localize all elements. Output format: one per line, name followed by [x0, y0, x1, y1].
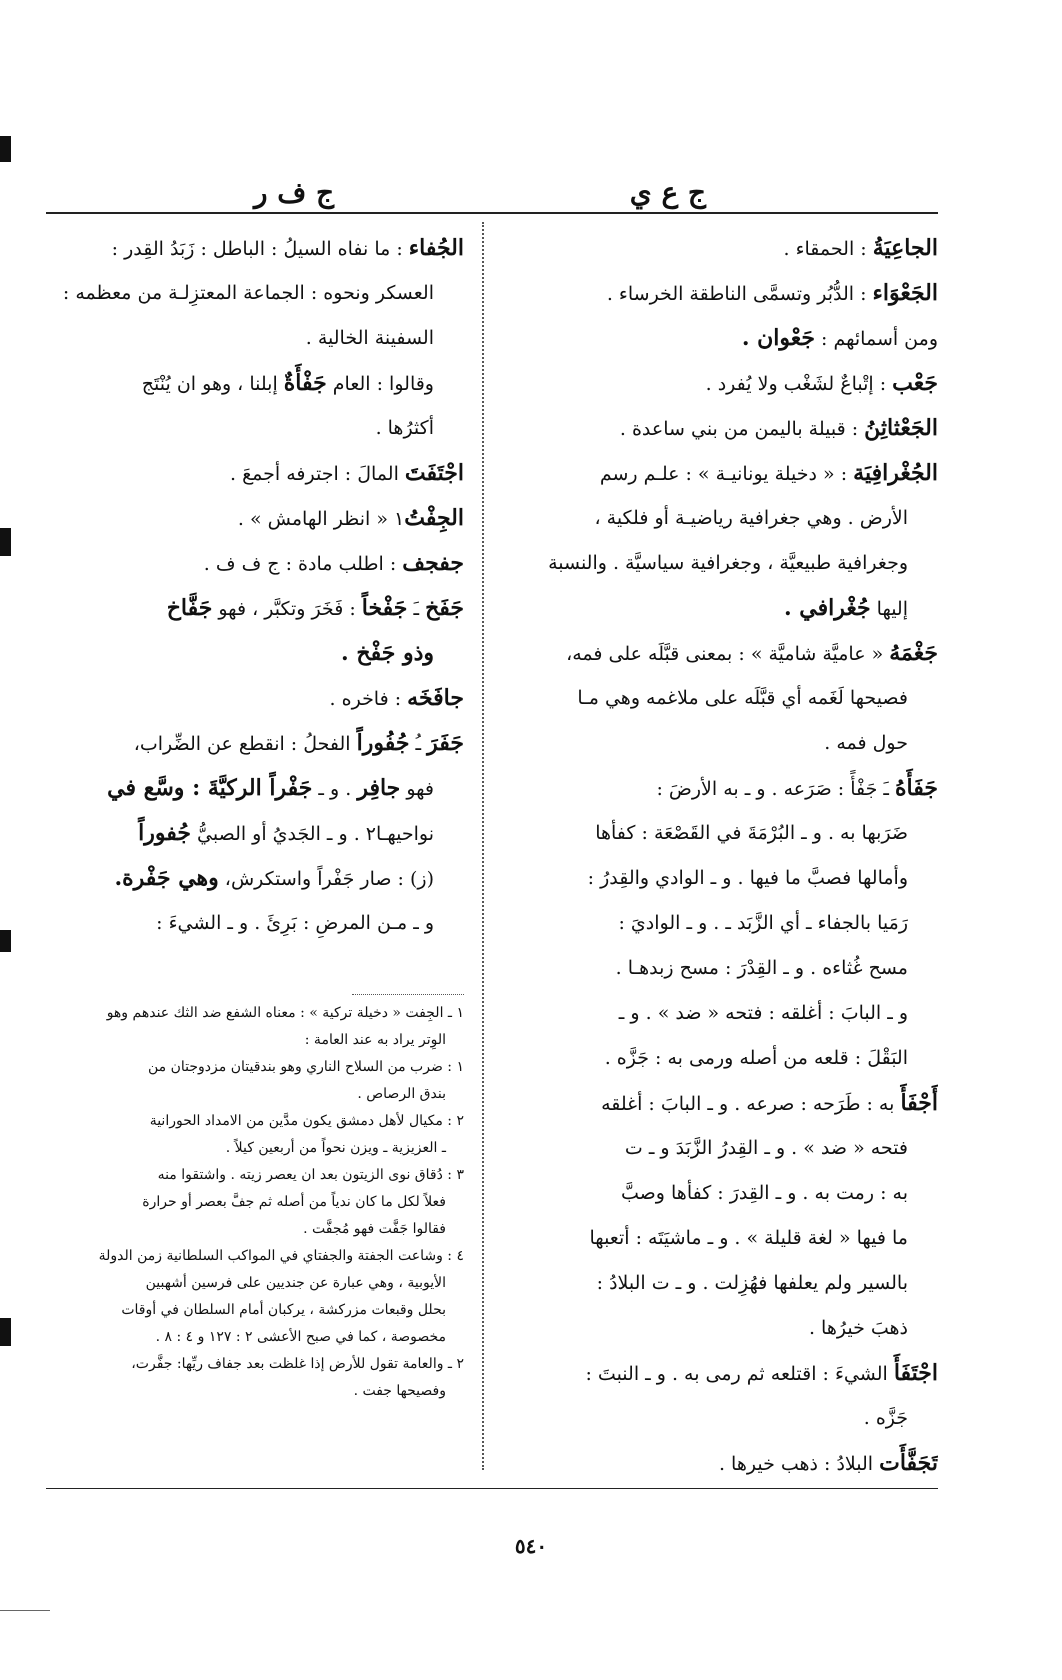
text: الأرض . وهي جغرافية رياضيـة أو فلكية ،	[594, 507, 908, 529]
footnote-line: ١ : ضرب من السلاح الناري وهو بندقيتان مزدوجتان من	[148, 1059, 464, 1075]
text: جَزَّه .	[863, 1407, 908, 1429]
text: البَقْلَ : قلعه من أصله ورمى به : جَزَّه .	[604, 1047, 908, 1069]
headword: جافِر	[357, 775, 401, 801]
text: (ز) : صار جَفْراً واستكرش،	[218, 868, 434, 890]
headword: جَعْوان .	[741, 325, 815, 351]
headword: جَغْمَهُ	[889, 640, 938, 666]
margin-mark	[0, 528, 11, 556]
text: ـَ	[407, 598, 426, 620]
headword: جَفَرَ	[427, 730, 464, 756]
text-line	[506, 1126, 938, 1171]
text-line	[506, 811, 938, 856]
text-line	[46, 811, 464, 856]
text-line	[506, 766, 938, 811]
footnote-separator	[352, 994, 464, 995]
headword: جافَخَه	[407, 685, 464, 711]
text: رَمَيا بالجفاء ـ أي الزَّبَد ـ . و ـ الواديَ :	[618, 912, 908, 934]
text: : « دخيلة يونانيـة » : علـم رسم	[599, 463, 854, 485]
headword: تَجَفَّأَت	[879, 1450, 938, 1476]
headword: الجُفاء	[408, 235, 464, 261]
text-line	[506, 721, 938, 766]
text-line	[506, 1171, 938, 1216]
footnote-line: ٣ : دُقاق نوى الزيتون بعد ان يعصر زيته . واشتقوا منه	[157, 1167, 464, 1183]
footnote-line: فعلاً لكل ما كان ندياً من أصله ثم جفَّ بعصر أو حرارة	[142, 1194, 446, 1210]
text: ومن أسمائهم :	[815, 328, 938, 350]
text-line	[506, 1216, 938, 1261]
text: « عاميَّة شاميَّة » : بمعنى قبَّلَه على فمه،	[566, 643, 890, 665]
text-line	[46, 676, 464, 721]
edge-mark	[0, 1610, 50, 1611]
text: و ـ البابَ : أغلقه : فتحه « ضد » . و ـ	[618, 1002, 908, 1024]
column-divider	[482, 222, 484, 1470]
text: العسكر ونحوه : الجماعة المعتزِلـة من معظمه :	[62, 282, 434, 304]
headword: جَفَخ	[425, 595, 464, 621]
text: الفحلُ : انقطع عن الضِّراب،	[133, 733, 357, 755]
text: و ـ مـن المرضِ : بَرِئَ . و ـ الشيءَ :	[156, 912, 434, 934]
headword: جَفْأَةٌ	[283, 370, 327, 396]
headword: جَفْخاً	[361, 595, 408, 621]
left-column	[46, 226, 464, 946]
headword: وذو جَفْخ .	[341, 640, 434, 666]
text-line	[46, 631, 464, 676]
text: به : طَرَحه : صرعه . و ـ البابَ : أغلقه	[601, 1093, 901, 1115]
text: بالسير ولم يعلفها فهُزِلت . و ـ ت البلادُ :	[596, 1272, 908, 1294]
text-line	[46, 226, 464, 271]
text-line	[506, 991, 938, 1036]
text-line	[46, 541, 464, 586]
text: مسح غُثاءه . و ـ القِدْرَ : مسح زبدهـا .	[615, 957, 908, 979]
margin-mark	[0, 930, 11, 952]
text: : إتْباعٌ لشَغْب ولا يُفرد .	[705, 373, 893, 395]
text-line	[506, 1351, 938, 1396]
text-line	[506, 226, 938, 271]
headword: الجِفْتُ	[404, 505, 464, 531]
footnote-line: الوِتر يراد به عند العامة :	[304, 1032, 446, 1048]
text: وقالوا : العام	[326, 373, 434, 395]
text: ما فيها « لغة قليلة » . و ـ ماشيَتَه : أتعبها	[589, 1227, 908, 1249]
headword: جفجف	[402, 550, 464, 576]
text: ذهبَ خيرُها .	[808, 1317, 908, 1339]
text-line	[46, 586, 464, 631]
text-line	[506, 496, 938, 541]
text-line	[46, 271, 464, 316]
headword: جُفُوراً	[356, 730, 410, 756]
header-rule	[46, 212, 938, 214]
footer-rule	[46, 1488, 938, 1489]
footnote-line: فقالوا جَفَّت فهو مُجفَّت .	[303, 1221, 446, 1237]
text-line	[46, 856, 464, 901]
text-line	[506, 1306, 938, 1351]
headword: الجُغْرافِيَة	[853, 460, 938, 486]
text: به : رمت به . و ـ القِدرَ : كفأها وصبَّ	[621, 1182, 908, 1204]
margin-mark	[0, 136, 11, 162]
right-column	[506, 226, 938, 1486]
text-line	[506, 676, 938, 721]
footnote-line: ٢ : مكيال لأهل دمشق يكون مدَّين من الامداد الحورانية	[149, 1113, 464, 1129]
text-line	[46, 361, 464, 406]
footnotes	[46, 1000, 464, 1405]
headword: جَفْراً الركيَّةَ : وسَّع في	[107, 775, 313, 801]
text-line	[506, 361, 938, 406]
text: وجغرافية طبيعيَّة ، وجغرافية سياسيَّة . والنسبة	[548, 552, 908, 574]
text-line	[46, 496, 464, 541]
text: البلادُ : ذهب خيرها .	[718, 1453, 880, 1475]
text: ـَ جَفْأً : صَرَعه . و ـ به الأرضَ :	[656, 778, 896, 800]
headword: اجْتَفَتَ	[404, 460, 464, 486]
footnote-line: بحلل وقبعات مزركشة ، يركبان أمام السلطان في أوقات	[121, 1302, 446, 1318]
footnote-line: ٤ : وشاعت الجفتة والجفتاي في المواكب السلطانية زمن الدولة	[98, 1248, 464, 1264]
text: : الحمقاء .	[783, 238, 873, 260]
text: : اطلب مادة : ج ف ف .	[203, 553, 403, 575]
page-number: ٥٤٠	[514, 1534, 548, 1558]
text-line	[506, 1261, 938, 1306]
text: فتحه « ضد » . و ـ القِدرُ الزَّبَدَ و ـ ت	[624, 1137, 908, 1159]
headword: وهي جَفْرة.	[114, 865, 219, 891]
text: : قبيلة باليمن من بني ساعدة .	[619, 418, 865, 440]
text: ١ « انظر الهامش » .	[237, 508, 405, 530]
text-line	[506, 586, 938, 631]
headword: جَعْب	[892, 370, 938, 396]
headword: جُغْرافي .	[783, 595, 871, 621]
text-line	[506, 631, 938, 676]
text: نواحيهـا٢ . و ـ الجَديُ أو الصبيُّ	[190, 823, 434, 845]
text-line	[506, 1441, 938, 1486]
text-line	[506, 451, 938, 496]
footnote-line: وفصيحها جفت .	[353, 1383, 446, 1399]
text: : فَخَرَ وتكبَّر ، فهو	[212, 598, 362, 620]
text-line	[506, 856, 938, 901]
headword: الجَعْوَاء	[872, 280, 938, 306]
text-line	[46, 406, 464, 451]
footnote-line: مخصوصة ، كما في صبح الأعشى ٢ : ١٢٧ و ٤ : ٨ .	[155, 1329, 446, 1345]
text: إليها	[870, 598, 908, 620]
text: . و ـ	[312, 778, 358, 800]
text-line	[506, 1081, 938, 1126]
text-line	[46, 316, 464, 361]
headword: جَفَّاخ	[166, 595, 213, 621]
headword: الجاعِيَةُ	[872, 235, 938, 261]
headword: أَجْفَأَ	[900, 1090, 938, 1116]
text-line	[506, 406, 938, 451]
text-line	[46, 721, 464, 766]
footnote-line: الأيوبية ، وهي عبارة عن جنديين على فرسين أشهبين	[145, 1275, 446, 1291]
text-line	[46, 451, 464, 496]
text: ضَرَبها به . و ـ البُرْمَةَ في القَصْعَة : كفأها	[595, 822, 908, 844]
text: فصيحها لَغَمه أي قبَّلَه على ملاغمه وهي مـا	[577, 687, 908, 709]
text: السفينة الخالية .	[305, 327, 434, 349]
headword: جَفَأَهُ	[895, 775, 938, 801]
text-line	[506, 901, 938, 946]
footnote-line: ـ العزيزية ـ ويزن نحواً من أربعين كيلاً .	[225, 1140, 446, 1156]
text-line	[506, 1396, 938, 1441]
margin-mark	[0, 1318, 11, 1346]
text: ـُ	[409, 733, 428, 755]
text-line	[46, 901, 464, 946]
headword: اجْتَفَأَ	[893, 1360, 938, 1386]
text: المالَ : اجترفه أجمعَ .	[229, 463, 405, 485]
text-line	[506, 946, 938, 991]
text-line	[506, 271, 938, 316]
running-header-right: ج ع ي	[629, 176, 706, 209]
text: الشيءَ : اقتلعه ثم رمى به . و ـ النبتَ :	[585, 1363, 894, 1385]
text: : ما نفاه السيلُ : الباطل : زَبَدُ القِدر :	[111, 238, 409, 260]
text: وأمالها فصبَّ ما فيها . و ـ الوادي والقِدرُ :	[587, 867, 908, 889]
footnote-line: بندق الرصاص .	[357, 1086, 446, 1102]
text-line	[506, 541, 938, 586]
text: فهو	[400, 778, 434, 800]
text-line	[46, 766, 464, 811]
running-header-left: ج ف ر	[254, 176, 335, 209]
text: أكثرُها .	[375, 417, 434, 439]
text: إبلنا ، وهو ان يُنْتَج	[141, 373, 284, 395]
text-line	[506, 1036, 938, 1081]
text: : فاخره .	[329, 688, 408, 710]
footnote-line: ١ ـ الجِفت « دخيلة تركية » : معناه الشفع ضد الثك عندهم وهو	[106, 1005, 464, 1021]
headword: جُفوراً	[138, 820, 191, 846]
footnote-line: ٢ ـ والعامة تقول للأرض إذا غلظت بعد جفاف ريِّها: جفَّرت،	[131, 1356, 464, 1372]
headword: الجَعْثاثِنُ	[864, 415, 938, 441]
text: حول فمه .	[824, 732, 908, 754]
text: : الدُّبُر وتسمَّى الناطقة الخرساء .	[606, 283, 873, 305]
text-line	[506, 316, 938, 361]
